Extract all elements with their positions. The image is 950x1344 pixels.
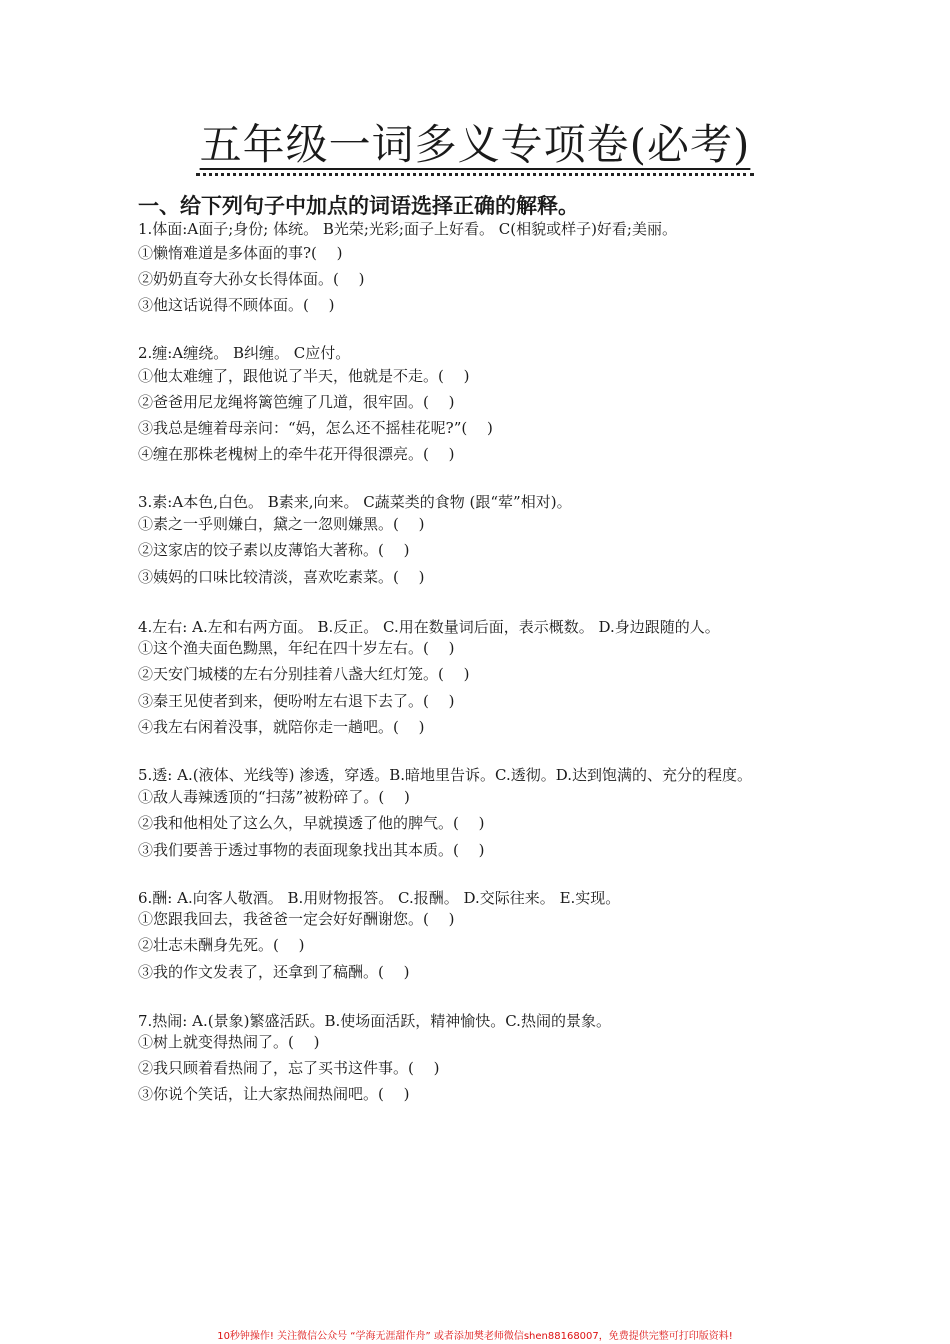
question-5-item-2: ②我和他相处了这么久，早就摸透了他的脾气。( ) [138, 814, 485, 832]
question-2-item-3: ③我总是缠着母亲问：“妈，怎么还不摇桂花呢?”( ) [138, 419, 493, 437]
question-2-item-4: ④缠在那株老槐树上的牵牛花开得很漂亮。( ) [138, 445, 455, 463]
question-1-item-3: ③他这话说得不顾体面。( ) [138, 296, 335, 314]
question-4-item-4: ④我左右闲着没事，就陪你走一趟吧。( ) [138, 718, 425, 736]
section-heading: 一、给下列句子中加点的词语选择正确的解释。 [138, 194, 579, 218]
question-6-item-3: ③我的作文发表了，还拿到了稿酬。( ) [138, 963, 410, 981]
question-7-item-1: ①树上就变得热闹了。( ) [138, 1033, 320, 1051]
footer-notice: 10秒钟操作! 关注微信公众号 “学海无涯甜作舟” 或者添加樊老师微信shen88168007，免费提供完整可打印版资料! [217, 1331, 733, 1342]
question-7-definition: 7.热闹: A.(景象)繁盛活跃。B.使场面活跃，精神愉快。C.热闹的景象。 [138, 1012, 611, 1030]
question-7-item-3: ③你说个笑话，让大家热闹热闹吧。( ) [138, 1085, 410, 1103]
question-2-definition: 2.缠:A缠绕。 B纠缠。 C应付。 [138, 344, 351, 362]
question-2-item-1: ①他太难缠了，跟他说了半天，他就是不走。( ) [138, 367, 470, 385]
question-3-item-2: ②这家店的饺子素以皮薄馅大著称。( ) [138, 541, 410, 559]
question-2-item-2: ②爸爸用尼龙绳将篱笆缠了几道，很牢固。( ) [138, 393, 455, 411]
question-6-definition: 6.酬: A.向客人敬酒。 B.用财物报答。 C.报酬。 D.交际往来。 E.实现。 [138, 889, 621, 907]
question-1-item-2: ②奶奶直夸大孙女长得体面。( ) [138, 270, 365, 288]
question-6-item-1: ①您跟我回去，我爸爸一定会好好酬谢您。( ) [138, 910, 455, 928]
question-7-item-2: ②我只顾着看热闹了，忘了买书这件事。( ) [138, 1059, 440, 1077]
question-3-definition: 3.素:A本色,白色。 B素来,向来。 C蔬菜类的食物 (跟“荤”相对)。 [138, 493, 572, 511]
question-1-item-1: ①懒惰难道是多体面的事?( ) [138, 244, 343, 262]
page-title: 五年级一词多义专项卷(必考) [0, 112, 950, 172]
question-5-item-1: ①敌人毒辣透顶的“扫荡”被粉碎了。( ) [138, 788, 410, 806]
question-3-item-1: ①素之一乎则嫌白，黛之一忽则嫌黑。( ) [138, 515, 425, 533]
question-4-item-1: ①这个渔夫面色黝黑，年纪在四十岁左右。( ) [138, 639, 455, 657]
question-1-definition: 1.体面:A面子;身份; 体统。 B光荣;光彩;面子上好看。 C(相貌或样子)好看;美丽。 [138, 220, 677, 238]
question-6-item-2: ②壮志未酬身先死。( ) [138, 936, 305, 954]
question-3-item-3: ③姨妈的口味比较清淡，喜欢吃素菜。( ) [138, 568, 425, 586]
question-4-item-3: ③秦王见使者到来，便吩咐左右退下去了。( ) [138, 692, 455, 710]
question-5-definition: 5.透: A.(液体、光线等) 渗透，穿透。B.暗地里告诉。C.透彻。D.达到饱满的、充分的程度。 [138, 766, 752, 784]
question-4-definition: 4.左右: A.左和右两方面。 B.反正。 C.用在数量词后面，表示概数。 D.身边跟随的人。 [138, 618, 720, 636]
question-4-item-2: ②天安门城楼的左右分别挂着八盏大红灯笼。( ) [138, 665, 470, 683]
question-5-item-3: ③我们要善于透过事物的表面现象找出其本质。( ) [138, 841, 485, 859]
